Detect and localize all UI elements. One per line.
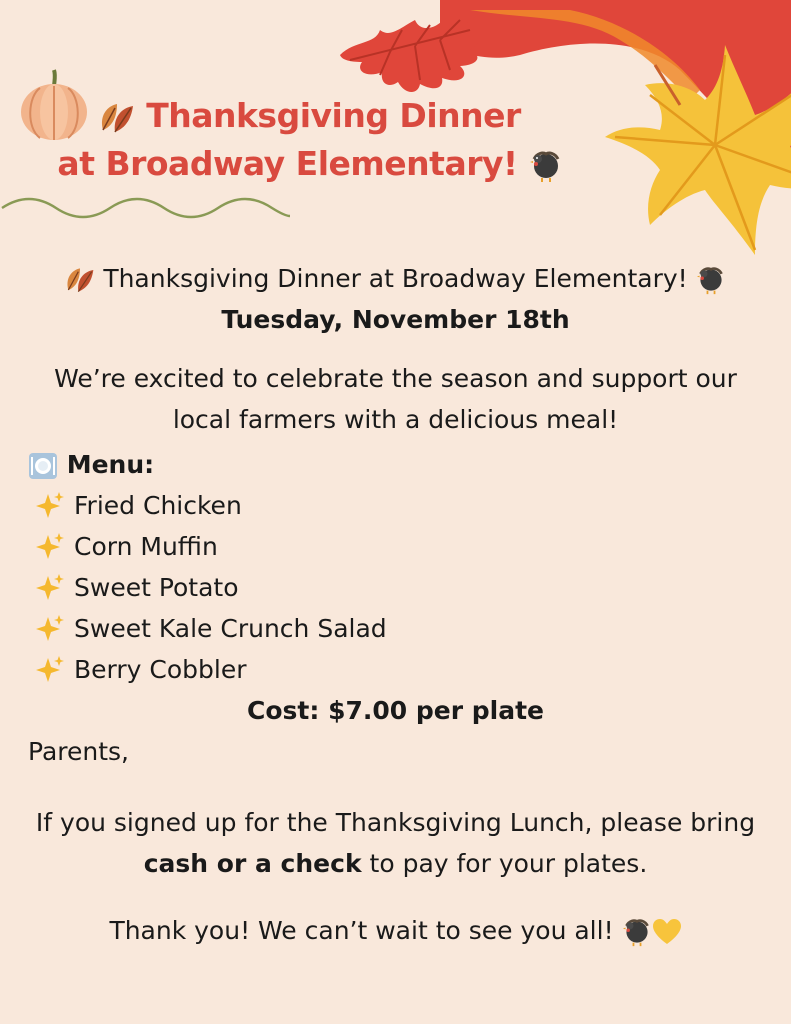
menu-item-label: Sweet Kale Crunch Salad [74, 614, 387, 643]
menu-item-label: Corn Muffin [74, 532, 218, 561]
flyer-content [0, 258, 791, 951]
leaves-icon [65, 266, 95, 294]
menu-list [0, 485, 791, 690]
greeting-text: Parents, [28, 737, 130, 766]
note-suffix: to pay for your plates. [369, 849, 648, 878]
thanks-text [0, 910, 791, 951]
menu-item [34, 485, 791, 526]
title-line-1 [30, 92, 590, 140]
leaves-icon [99, 102, 135, 134]
sparkles-icon [34, 654, 66, 686]
menu-item [34, 608, 791, 649]
plate-icon [28, 451, 58, 481]
turkey-icon [529, 149, 563, 183]
headline-text: Thanksgiving Dinner at Broadway Elementary! [103, 264, 688, 293]
menu-item [34, 649, 791, 690]
page-title [30, 92, 590, 188]
menu-item-label: Sweet Potato [74, 573, 239, 602]
title-line-2 [30, 140, 590, 188]
sparkles-icon [34, 613, 66, 645]
sparkles-icon [34, 531, 66, 563]
turkey-icon [622, 917, 652, 947]
sparkles-icon [34, 572, 66, 604]
cost-text: Cost: $7.00 per plate [247, 696, 544, 725]
sparkles-icon [34, 490, 66, 522]
menu-heading [0, 444, 791, 485]
headline [0, 258, 791, 299]
note-bold: cash or a check [143, 849, 362, 878]
thanks-label: Thank you! We can’t wait to see you all! [109, 916, 614, 945]
menu-label: Menu: [66, 450, 155, 479]
event-date: Tuesday, November 18th [221, 305, 570, 334]
menu-item-label: Fried Chicken [74, 491, 242, 520]
payment-note [0, 802, 791, 884]
menu-item-label: Berry Cobbler [74, 655, 247, 684]
menu-item [34, 526, 791, 567]
menu-item [34, 567, 791, 608]
yellow-heart-icon [652, 918, 682, 946]
note-prefix: If you signed up for the Thanksgiving Lunch, please bring [35, 808, 756, 837]
turkey-icon [696, 265, 726, 295]
title-line-1-text: Thanksgiving Dinner [146, 96, 521, 135]
intro-text: We’re excited to celebrate the season and support our local farmers with a delicious meal! [54, 364, 737, 434]
title-line-2-text: at Broadway Elementary! [57, 144, 518, 183]
wave-divider [0, 196, 292, 226]
